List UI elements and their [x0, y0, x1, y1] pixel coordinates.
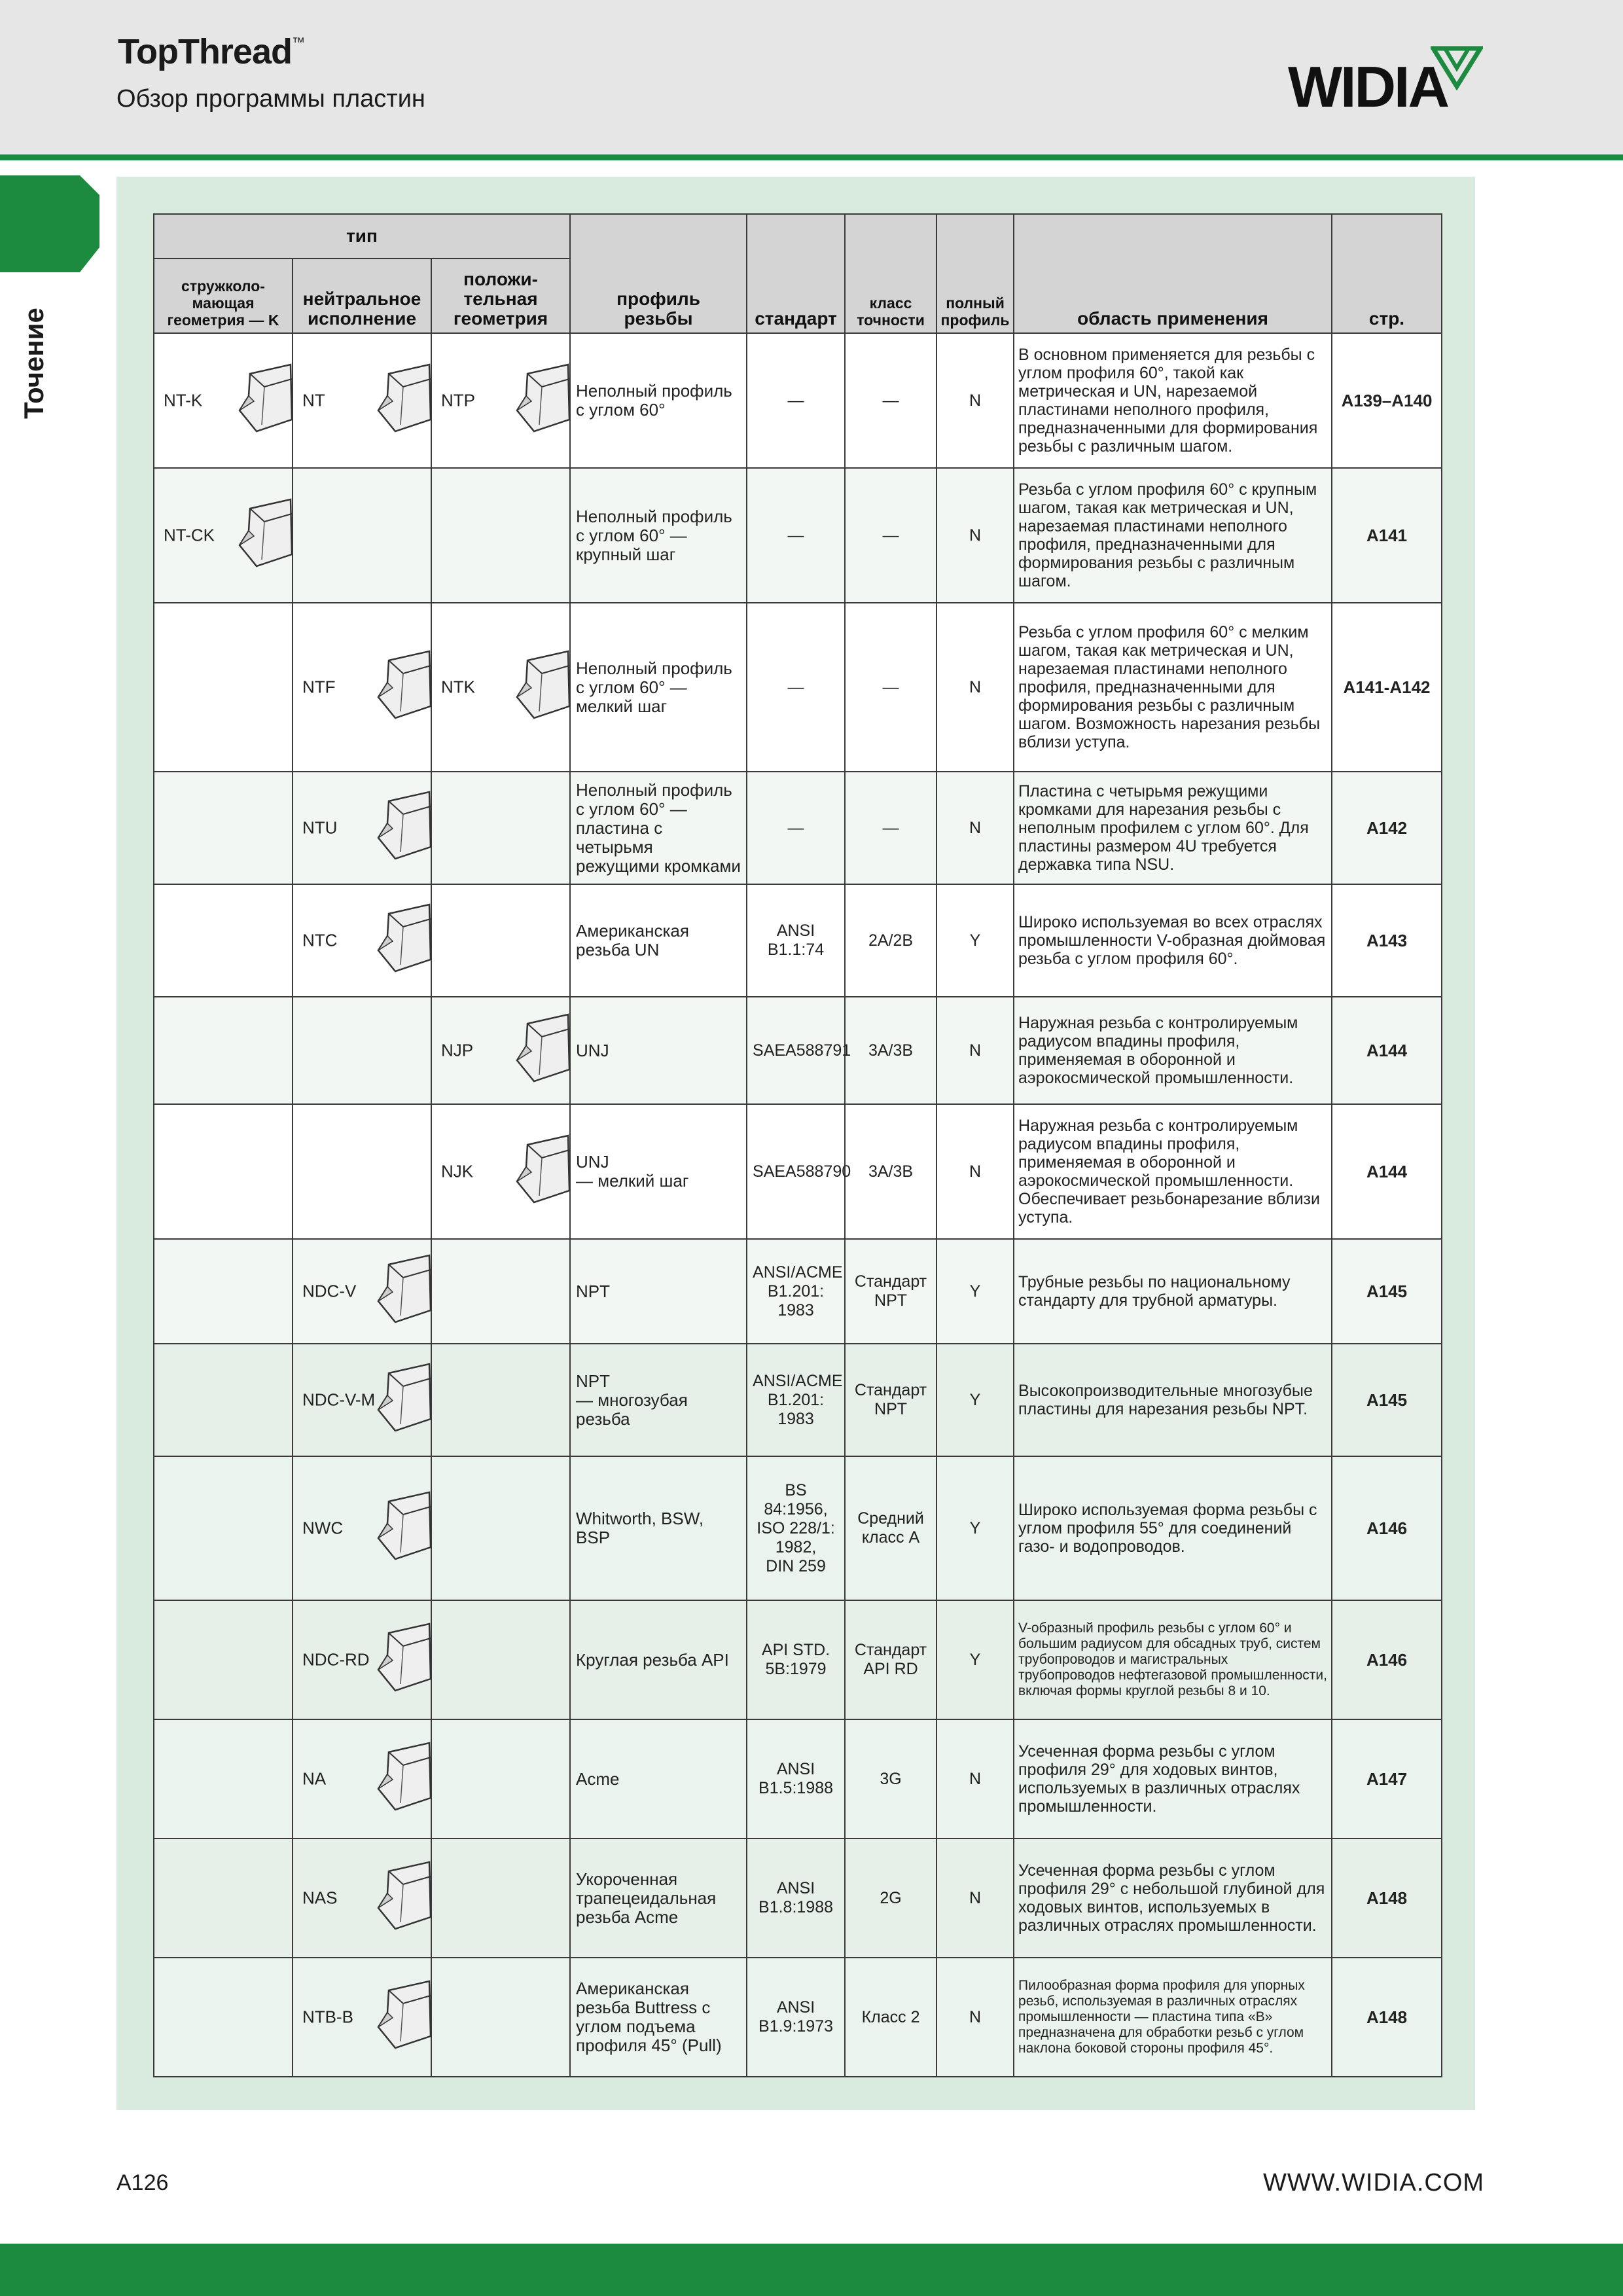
insert-icon	[369, 1621, 432, 1695]
cell-neutral	[293, 468, 431, 603]
cell-class: 2G	[845, 1839, 936, 1958]
header-page: стр.	[1332, 214, 1442, 333]
cell-neutral	[293, 772, 431, 884]
cell-standard: ANSI B1.1:74	[747, 884, 845, 997]
cell-positive	[431, 333, 570, 468]
cell-application: В основном применяется для резьбы с углом профиля 60°, такой как метрическая и UN, нарезаемой пластинами неполного профиля, предназначенными для формирования резьбы с различным шагом.	[1014, 333, 1332, 468]
cell-positive	[431, 468, 570, 603]
header-neutral: нейтральное исполнение	[293, 259, 431, 333]
cell-full: Y	[936, 884, 1014, 997]
insert-code: NJK	[441, 1161, 474, 1181]
cell-application: Широко используемая форма резьбы с углом профиля 55° для соединений газо- и водопроводов.	[1014, 1456, 1332, 1600]
cell-class: Стандарт NPT	[845, 1239, 936, 1344]
insert-icon	[369, 902, 432, 975]
cell-page: A144	[1332, 997, 1442, 1104]
cell-neutral	[293, 1344, 431, 1456]
insert-icon	[369, 1361, 432, 1435]
cell-profile: Whitworth, BSW, BSP	[570, 1456, 747, 1600]
cell-full: N	[936, 1104, 1014, 1239]
cell-page: A143	[1332, 884, 1442, 997]
insert-icon	[369, 1490, 432, 1563]
cell-standard: SAEA588790	[747, 1104, 845, 1239]
cell-page: A141	[1332, 468, 1442, 603]
cell-full: N	[936, 468, 1014, 603]
header-chip-geometry: стружколо- мающая геометрия — K	[154, 259, 293, 333]
cell-page: A147	[1332, 1719, 1442, 1839]
header-application: область применения	[1014, 214, 1332, 333]
cell-standard: —	[747, 468, 845, 603]
cell-chip	[154, 772, 293, 884]
cell-application: Высокопроизводительные многозубые пластины для нарезания резьбы NPT.	[1014, 1344, 1332, 1456]
cell-chip	[154, 1239, 293, 1344]
insert-icon	[508, 1012, 571, 1085]
insert-code: NDC-RD	[302, 1649, 370, 1670]
cell-chip	[154, 1600, 293, 1719]
insert-icon	[369, 1979, 432, 2052]
cell-page: A145	[1332, 1239, 1442, 1344]
cell-page: A148	[1332, 1958, 1442, 2077]
cell-chip	[154, 603, 293, 772]
cell-standard: API STD. 5B:1979	[747, 1600, 845, 1719]
cell-class: —	[845, 772, 936, 884]
footer-bar	[0, 2244, 1623, 2296]
cell-neutral	[293, 1239, 431, 1344]
cell-profile: Acme	[570, 1719, 747, 1839]
table-row	[154, 603, 1442, 772]
section-tab-marker	[0, 175, 99, 275]
cell-full: N	[936, 772, 1014, 884]
table-row	[154, 1958, 1442, 2077]
cell-positive	[431, 884, 570, 997]
cell-neutral	[293, 1958, 431, 2077]
table-row	[154, 1344, 1442, 1456]
insert-icon	[369, 789, 432, 863]
insert-code: NT-CK	[164, 525, 215, 545]
cell-standard: BS 84:1956, ISO 228/1: 1982, DIN 259	[747, 1456, 845, 1600]
insert-code: NTK	[441, 677, 475, 697]
cell-application: Пластина с четырьмя режущими кромками для нарезания резьбы с неполным профилем с углом 60°. Для пластины размером 4U требуется державка типа NSU.	[1014, 772, 1332, 884]
cell-full: N	[936, 603, 1014, 772]
cell-standard: ANSI B1.9:1973	[747, 1958, 845, 2077]
cell-standard: —	[747, 772, 845, 884]
insert-code: NWC	[302, 1518, 344, 1538]
cell-full: N	[936, 333, 1014, 468]
widia-logo: WIDIA	[1288, 41, 1484, 119]
cell-class: —	[845, 333, 936, 468]
cell-neutral	[293, 603, 431, 772]
cell-positive	[431, 997, 570, 1104]
insert-icon	[369, 1859, 432, 1933]
cell-profile: Американская резьба Buttress с углом подъема профиля 45° (Pull)	[570, 1958, 747, 2077]
cell-page: A139–A140	[1332, 333, 1442, 468]
insert-icon	[369, 649, 432, 722]
cell-application: Резьба с углом профиля 60° с крупным шагом, такая как метрическая и UN, нарезаемая пластинами неполного профиля, предназначенными для формирования резьбы с различным шагом.	[1014, 468, 1332, 603]
cell-profile: Укороченная трапецеидальная резьба Acme	[570, 1839, 747, 1958]
table-row	[154, 997, 1442, 1104]
insert-code: NT	[302, 390, 325, 410]
cell-full: N	[936, 997, 1014, 1104]
insert-code: NDC-V-M	[302, 1390, 376, 1410]
cell-positive	[431, 1719, 570, 1839]
cell-positive	[431, 772, 570, 884]
table-row	[154, 1104, 1442, 1239]
cell-class: Стандарт API RD	[845, 1600, 936, 1719]
insert-overview-table	[153, 213, 1442, 2077]
cell-neutral	[293, 997, 431, 1104]
website-url: WWW.WIDIA.COM	[1263, 2169, 1485, 2197]
cell-application: Широко используемая во всех отраслях промышленности V-образная дюймовая резьба с углом профиля 60°.	[1014, 884, 1332, 997]
insert-code: NT-K	[164, 390, 203, 410]
cell-chip	[154, 333, 293, 468]
cell-positive	[431, 603, 570, 772]
cell-page: A145	[1332, 1344, 1442, 1456]
cell-neutral	[293, 333, 431, 468]
cell-neutral	[293, 1839, 431, 1958]
insert-icon	[230, 362, 293, 435]
header-profile: профиль резьбы	[570, 214, 747, 333]
table-row	[154, 468, 1442, 603]
insert-icon	[508, 649, 571, 722]
cell-profile: Круглая резьба API	[570, 1600, 747, 1719]
insert-icon	[369, 1253, 432, 1326]
header-class: класс точности	[845, 214, 936, 333]
logo-triangle-icon	[1431, 45, 1483, 90]
cell-positive	[431, 1456, 570, 1600]
cell-standard: ANSI B1.5:1988	[747, 1719, 845, 1839]
cell-chip	[154, 884, 293, 997]
cell-neutral	[293, 1719, 431, 1839]
cell-page: A144	[1332, 1104, 1442, 1239]
cell-chip	[154, 1958, 293, 2077]
cell-neutral	[293, 1104, 431, 1239]
cell-profile: UNJ	[570, 997, 747, 1104]
cell-full: N	[936, 1958, 1014, 2077]
cell-positive	[431, 1104, 570, 1239]
cell-full: N	[936, 1719, 1014, 1839]
cell-chip	[154, 1344, 293, 1456]
table-row	[154, 1456, 1442, 1600]
cell-profile: UNJ — мелкий шаг	[570, 1104, 747, 1239]
cell-chip	[154, 1104, 293, 1239]
cell-neutral	[293, 884, 431, 997]
cell-class: 3A/3B	[845, 997, 936, 1104]
cell-application: Трубные резьбы по национальному стандарту для трубной арматуры.	[1014, 1239, 1332, 1344]
cell-positive	[431, 1344, 570, 1456]
cell-application: Резьба с углом профиля 60° с мелким шагом, такая как метрическая и UN, нарезаемая пластинами неполного профиля, предназначенными для формирования резьбы с различным шагом. Возможность нарезания резьбы вблизи уступа.	[1014, 603, 1332, 772]
table-row	[154, 772, 1442, 884]
page-subtitle: Обзор программы пластин	[116, 85, 425, 113]
cell-application: V-образный профиль резьбы с углом 60° и большим радиусом для обсадных труб, систем трубопроводов и магистральных трубопроводов нефтегазовой промышленности, включая формы круглой резьбы 8 и 10.	[1014, 1600, 1332, 1719]
cell-page: A141-A142	[1332, 603, 1442, 772]
cell-chip	[154, 1456, 293, 1600]
cell-standard: ANSI/ACME B1.201: 1983	[747, 1239, 845, 1344]
cell-application: Усеченная форма резьбы с углом профиля 29° с небольшой глубиной для ходовых винтов, используемых в различных отраслях промышленности.	[1014, 1839, 1332, 1958]
cell-class: 2A/2B	[845, 884, 936, 997]
header-positive: положи- тельная геометрия	[431, 259, 570, 333]
insert-code: NJP	[441, 1040, 474, 1060]
cell-profile: Неполный профиль с углом 60° — пластина с четырьмя режущими кромками	[570, 772, 747, 884]
header-full-profile: полный профиль	[936, 214, 1014, 333]
header-standard: стандарт	[747, 214, 845, 333]
insert-icon	[369, 362, 432, 435]
section-label: Точение	[18, 308, 49, 419]
cell-class: Стандарт NPT	[845, 1344, 936, 1456]
cell-application: Наружная резьба с контролируемым радиусом впадины профиля, применяемая в оборонной и аэрокосмической промышленности. Обеспечивает резьбонарезание вблизи уступа.	[1014, 1104, 1332, 1239]
insert-icon	[369, 1740, 432, 1814]
insert-code: NTU	[302, 817, 338, 838]
cell-page: A146	[1332, 1456, 1442, 1600]
header-divider	[0, 154, 1623, 160]
cell-standard: SAEA588791	[747, 997, 845, 1104]
cell-positive	[431, 1600, 570, 1719]
cell-standard: —	[747, 333, 845, 468]
cell-full: N	[936, 1839, 1014, 1958]
insert-code: NTC	[302, 930, 338, 950]
cell-class: 3G	[845, 1719, 936, 1839]
cell-neutral	[293, 1456, 431, 1600]
cell-page: A146	[1332, 1600, 1442, 1719]
cell-standard: ANSI/ACME B1.201: 1983	[747, 1344, 845, 1456]
cell-chip	[154, 997, 293, 1104]
insert-icon	[508, 362, 571, 435]
brand-title: TopThread™	[118, 32, 304, 71]
page-number: A126	[116, 2170, 169, 2195]
cell-full: Y	[936, 1344, 1014, 1456]
cell-full: Y	[936, 1600, 1014, 1719]
cell-application: Наружная резьба с контролируемым радиусом впадины профиля, применяемая в оборонной и аэрокосмической промышленности.	[1014, 997, 1332, 1104]
cell-class: —	[845, 603, 936, 772]
cell-page: A142	[1332, 772, 1442, 884]
insert-code: NTF	[302, 677, 336, 697]
cell-class: Средний класс A	[845, 1456, 936, 1600]
cell-application: Усеченная форма резьбы с углом профиля 29° для ходовых винтов, используемых в различных отраслях промышленности.	[1014, 1719, 1332, 1839]
cell-profile: Американская резьба UN	[570, 884, 747, 997]
cell-profile: NPT	[570, 1239, 747, 1344]
cell-page: A148	[1332, 1839, 1442, 1958]
insert-code: NTP	[441, 390, 475, 410]
cell-positive	[431, 1839, 570, 1958]
cell-chip	[154, 1719, 293, 1839]
cell-profile: Неполный профиль с углом 60°	[570, 333, 747, 468]
cell-profile: Неполный профиль с углом 60° — мелкий шаг	[570, 603, 747, 772]
table-row	[154, 333, 1442, 468]
header-type-group: тип	[154, 214, 570, 259]
insert-code: NTB-B	[302, 2007, 353, 2027]
table-row	[154, 1719, 1442, 1839]
cell-class: —	[845, 468, 936, 603]
cell-profile: NPT — многозубая резьба	[570, 1344, 747, 1456]
insert-code: NA	[302, 1768, 327, 1789]
table-row	[154, 1239, 1442, 1344]
cell-application: Пилообразная форма профиля для упорных резьб, используемая в различных отраслях промышленности — пластина типа «B» предназначена для обработки резьб с углом наклона боковой стороны профиля 45°.	[1014, 1958, 1332, 2077]
cell-profile: Неполный профиль с углом 60° — крупный шаг	[570, 468, 747, 603]
cell-full: Y	[936, 1456, 1014, 1600]
cell-neutral	[293, 1600, 431, 1719]
insert-code: NDC-V	[302, 1281, 357, 1301]
insert-code: NAS	[302, 1888, 338, 1908]
cell-class: 3A/3B	[845, 1104, 936, 1239]
insert-icon	[508, 1133, 571, 1206]
cell-positive	[431, 1958, 570, 2077]
cell-standard: ANSI B1.8:1988	[747, 1839, 845, 1958]
cell-chip	[154, 468, 293, 603]
table-row	[154, 1839, 1442, 1958]
cell-positive	[431, 1239, 570, 1344]
insert-icon	[230, 497, 293, 570]
cell-standard: —	[747, 603, 845, 772]
cell-full: Y	[936, 1239, 1014, 1344]
cell-class: Класс 2	[845, 1958, 936, 2077]
table-row	[154, 1600, 1442, 1719]
cell-chip	[154, 1839, 293, 1958]
table-row	[154, 884, 1442, 997]
